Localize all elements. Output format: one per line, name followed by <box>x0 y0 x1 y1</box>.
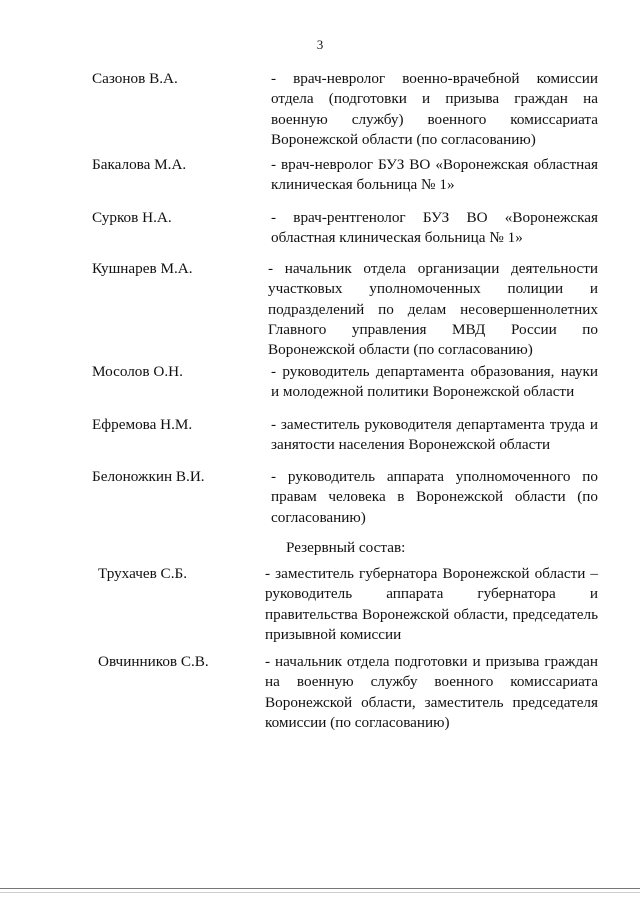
member-position: - руководитель департамента образования, науки и молодежной политики Воронежской области <box>271 363 598 401</box>
member-name: Сурков Н.А. <box>92 209 172 226</box>
member-position: - руководитель аппарата уполномоченного по правам человека в Воронежской области (по согласованию) <box>271 468 598 526</box>
member-position: - врач-невролог военно-врачебной комиссии отдела (подготовки и призыва граждан на военную службу) военного комиссариата Воронежской области (по согласованию) <box>271 70 598 148</box>
reserve-member-position: - заместитель губернатора Воронежской области – руководитель аппарата губернатора и правительства Воронежской области, председатель призывной комиссии <box>265 565 598 643</box>
member-position: - врач-рентгенолог БУЗ ВО «Воронежская областная клиническая больница № 1» <box>271 209 598 247</box>
reserve-member-position: - начальник отдела подготовки и призыва граждан на военную службу военного комиссариата Воронежской области, заместитель председателя комиссии (по согласованию) <box>265 653 598 731</box>
member-position: - начальник отдела организации деятельности участковых уполномоченных полиции и подразделений по делам несовершеннолетних Главного управления МВД России по Воронежской области (по согласованию) <box>268 260 598 359</box>
scan-edge-line <box>0 888 640 889</box>
member-name: Сазонов В.А. <box>92 70 178 87</box>
member-name: Ефремова Н.М. <box>92 416 193 433</box>
reserve-member-name: Овчинников С.В. <box>98 653 209 670</box>
member-position: - врач-невролог БУЗ ВО «Воронежская областная клиническая больница № 1» <box>271 156 598 194</box>
reserve-member-name: Трухачев С.Б. <box>98 565 188 582</box>
member-name: Белоножкин В.И. <box>92 468 205 485</box>
member-name: Кушнарев М.А. <box>92 260 193 277</box>
page-number: 3 <box>316 37 324 52</box>
member-name: Бакалова М.А. <box>92 156 187 173</box>
member-name: Мосолов О.Н. <box>92 363 183 380</box>
reserve-heading: Резервный состав: <box>286 539 406 556</box>
scan-edge-line <box>0 892 640 893</box>
member-position: - заместитель руководителя департамента труда и занятости населения Воронежской области <box>271 416 598 454</box>
